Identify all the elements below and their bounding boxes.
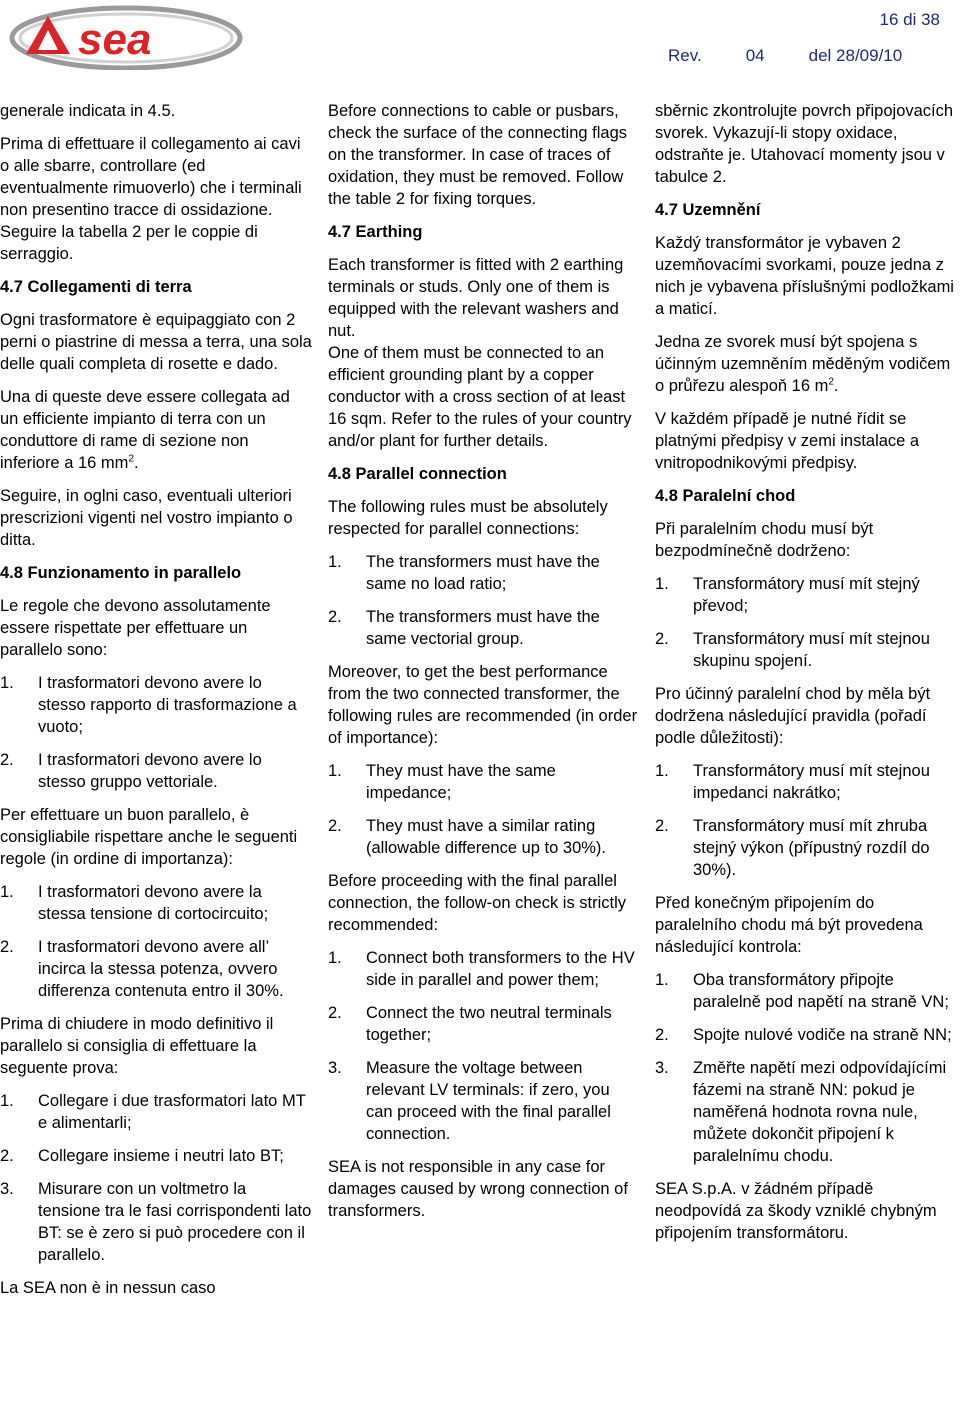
list-item (0, 1178, 312, 1266)
paragraph: Seguire, in oglni caso, eventuali ulteriori prescrizioni vigenti nel vostro impianto o ditta. (0, 487, 293, 549)
superscript: 2 (128, 453, 134, 465)
list-item (0, 749, 312, 793)
paragraph: Before proceeding with the final parallel connection, the follow-on check is strictly recommended: (328, 872, 627, 934)
list-text: I trasformatori devono avere la stessa tensione di cortocircuito; (38, 883, 269, 923)
paragraph: generale indicata in 4.5. (0, 102, 176, 120)
list-text: Transformátory musí mít stejnou impedanci nakrátko; (693, 762, 930, 802)
list-item (0, 881, 312, 925)
rev-date: del 28/09/10 (808, 46, 903, 65)
paragraph: One of them must be connected to an efficient grounding plant by a copper conductor with a cross section of at least 16 sqm. Refer to the rules of your country and/or plant for further details. (328, 344, 632, 450)
company-logo (8, 2, 248, 70)
paragraph (0, 386, 312, 474)
list-item (655, 969, 960, 1013)
numbered-list (655, 573, 960, 672)
paragraph: V každém případě je nutné řídit se platnými předpisy v zemi instalace a vnitropodnikovými předpisy. (655, 410, 920, 472)
list-number: 2. (0, 751, 14, 769)
list-text: I trasformatori devono avere all’ incirca la stessa potenza, ovvero differenza contenuta entro il 30%. (38, 938, 284, 1000)
list-text: I trasformatori devono avere lo stesso gruppo vettoriale. (38, 751, 262, 791)
paragraph: Každý transformátor je vybaven 2 uzemňovacími svorkami, pouze jedna z nich je vybavena příslušnými podložkami a maticí. (655, 234, 954, 318)
section-heading-4-7: 4.7 Collegamenti di terra (0, 278, 192, 296)
list-item (655, 1024, 960, 1046)
list-item (0, 1090, 312, 1134)
paragraph: La SEA non è in nessun caso (0, 1279, 216, 1297)
paragraph: Le regole che devono assolutamente essere rispettate per effettuare un parallelo sono: (0, 597, 271, 659)
list-text: The transformers must have the same vectorial group. (366, 608, 600, 648)
paragraph: Prima di chiudere in modo definitivo il parallelo si consiglia di effettuare la seguente prova: (0, 1015, 274, 1077)
list-text: Transformátory musí mít stejný převod; (693, 575, 920, 615)
section-heading-4-7: 4.7 Uzemnění (655, 201, 761, 219)
numbered-list (0, 1090, 312, 1266)
paragraph: Prima di effettuare il collegamento ai cavi o alle sbarre, controllare (ed eventualmente rimuoverlo) che i terminali non presentino tracce di ossidazione. Seguire la tabella 2 per le coppie di serraggio. (0, 135, 302, 263)
list-text: Oba transformátory připojte paralelně pod napětí na straně VN; (693, 971, 949, 1011)
list-number: 3. (655, 1059, 669, 1077)
list-item (328, 1057, 638, 1145)
list-item (328, 947, 638, 991)
list-number: 1. (0, 883, 14, 901)
list-item (655, 815, 960, 881)
numbered-list (328, 551, 638, 650)
list-number: 2. (655, 1026, 669, 1044)
paragraph: SEA is not responsible in any case for damages caused by wrong connection of transformers. (328, 1158, 628, 1220)
paragraph-end: . (833, 377, 839, 395)
list-text: I trasformatori devono avere lo stesso rapporto di trasformazione a vuoto; (38, 674, 297, 736)
list-text: Transformátory musí mít stejnou skupinu spojení. (693, 630, 930, 670)
paragraph-text: Jedna ze svorek musí být spojena s účinným uzemněním měděným vodičem o průřezu alespoň 16 m (655, 333, 951, 395)
list-text: The transformers must have the same no load ratio; (366, 553, 600, 593)
list-item (0, 1145, 312, 1167)
list-number: 1. (655, 575, 669, 593)
list-item (328, 1002, 638, 1046)
paragraph: Před konečným připojením do paralelního chodu má být provedena následující kontrola: (655, 894, 923, 956)
list-item (655, 573, 960, 617)
section-heading-4-7: 4.7 Earthing (328, 223, 423, 241)
list-number: 1. (328, 949, 342, 967)
list-item (328, 551, 638, 595)
list-number: 2. (328, 817, 342, 835)
list-item (655, 628, 960, 672)
list-number: 1. (0, 1092, 14, 1110)
column-english (328, 100, 638, 1233)
list-text: Measure the voltage between relevant LV terminals: if zero, you can proceed with the final parallel connection. (366, 1059, 611, 1143)
rev-number: 04 (745, 46, 765, 65)
revision-info (668, 46, 902, 66)
list-text: Connect the two neutral terminals together; (366, 1004, 612, 1044)
list-text: Spojte nulové vodiče na straně NN; (693, 1026, 952, 1044)
list-number: 1. (655, 971, 669, 989)
rev-label: Rev. (668, 46, 702, 65)
list-item (655, 760, 960, 804)
list-number: 1. (655, 762, 669, 780)
paragraph: Ogni trasformatore è equipaggiato con 2 perni o piastrine di messa a terra, una sola delle quali completa di rosette e dado. (0, 311, 312, 373)
list-item (328, 815, 638, 859)
numbered-list (655, 969, 960, 1167)
list-number: 3. (328, 1059, 342, 1077)
list-number: 2. (0, 938, 14, 956)
paragraph: sběrnic zkontrolujte povrch připojovacích svorek. Vykazují-li stopy oxidace, odstraňte je. Utahovací momenty jsou v tabulce 2. (655, 102, 954, 186)
numbered-list (655, 760, 960, 881)
list-number: 2. (655, 630, 669, 648)
list-text: Změřte napětí mezi odpovídajícími fázemi na straně NN: pokud je naměřená hodnota rovna nule, můžete dokončit připojení k paralelnímu chodu. (693, 1059, 947, 1165)
column-czech (655, 100, 960, 1255)
paragraph: Moreover, to get the best performance from the two connected transformer, the following rules are recommended (in order of importance): (328, 663, 638, 747)
section-heading-4-8: 4.8 Paralelní chod (655, 487, 796, 505)
list-item (0, 672, 312, 738)
list-number: 2. (655, 817, 669, 835)
numbered-list (328, 947, 638, 1145)
page-number: 16 di 38 (879, 10, 940, 29)
list-number: 1. (0, 674, 14, 692)
list-number: 2. (328, 608, 342, 626)
section-heading-4-8: 4.8 Funzionamento in parallelo (0, 564, 242, 582)
list-text: They must have the same impedance; (366, 762, 556, 802)
paragraph (655, 331, 960, 397)
paragraph: Při paralelním chodu musí být bezpodmínečně dodrženo: (655, 520, 874, 560)
paragraph: Each transformer is fitted with 2 earthing terminals or studs. Only one of them is equipped with the relevant washers and nut. (328, 256, 624, 340)
list-number: 3. (0, 1180, 14, 1198)
list-text: They must have a similar rating (allowable difference up to 30%). (366, 817, 607, 857)
list-item (0, 936, 312, 1002)
list-item (655, 1057, 960, 1167)
numbered-list (0, 672, 312, 793)
superscript: 2 (828, 376, 834, 388)
list-text: Misurare con un voltmetro la tensione tra le fasi corrispondenti lato BT: se è zero si può procedere con il parallelo. (38, 1180, 312, 1264)
list-number: 1. (328, 762, 342, 780)
list-number: 2. (0, 1147, 14, 1165)
paragraph: Before connections to cable or pusbars, check the surface of the connecting flags on the transformer. In case of traces of oxidation, they must be removed. Follow the table 2 for fixing torques. (328, 102, 628, 208)
logo-wordmark: sea (78, 15, 152, 64)
column-italian (0, 100, 312, 1310)
numbered-list (0, 881, 312, 1002)
list-item (328, 606, 638, 650)
list-text: Connect both transformers to the HV side in parallel and power them; (366, 949, 635, 989)
paragraph: Pro účinný paralelní chod by měla být dodržena následující pravidla (pořadí podle důležitosti): (655, 685, 931, 747)
numbered-list (328, 760, 638, 859)
list-text: Collegare i due trasformatori lato MT e alimentarli; (38, 1092, 306, 1132)
paragraph: The following rules must be absolutely respected for parallel connections: (328, 498, 608, 538)
section-heading-4-8: 4.8 Parallel connection (328, 465, 507, 483)
list-item (328, 760, 638, 804)
paragraph-end: . (133, 454, 139, 472)
list-text: Collegare insieme i neutri lato BT; (38, 1147, 284, 1165)
sea-logo-icon (8, 2, 248, 70)
list-number: 2. (328, 1004, 342, 1022)
paragraph-text: Una di queste deve essere collegata ad un efficiente impianto di terra con un conduttore di rame di sezione non inferiore a 16 mm (0, 388, 290, 472)
paragraph: SEA S.p.A. v žádném případě neodpovídá za škody vzniklé chybným připojením transformátoru. (655, 1180, 937, 1242)
list-number: 1. (328, 553, 342, 571)
paragraph: Per effettuare un buon parallelo, è consigliabile rispettare anche le seguenti regole (in ordine di importanza): (0, 806, 298, 868)
list-text: Transformátory musí mít zhruba stejný výkon (přípustný rozdíl do 30%). (693, 817, 930, 879)
